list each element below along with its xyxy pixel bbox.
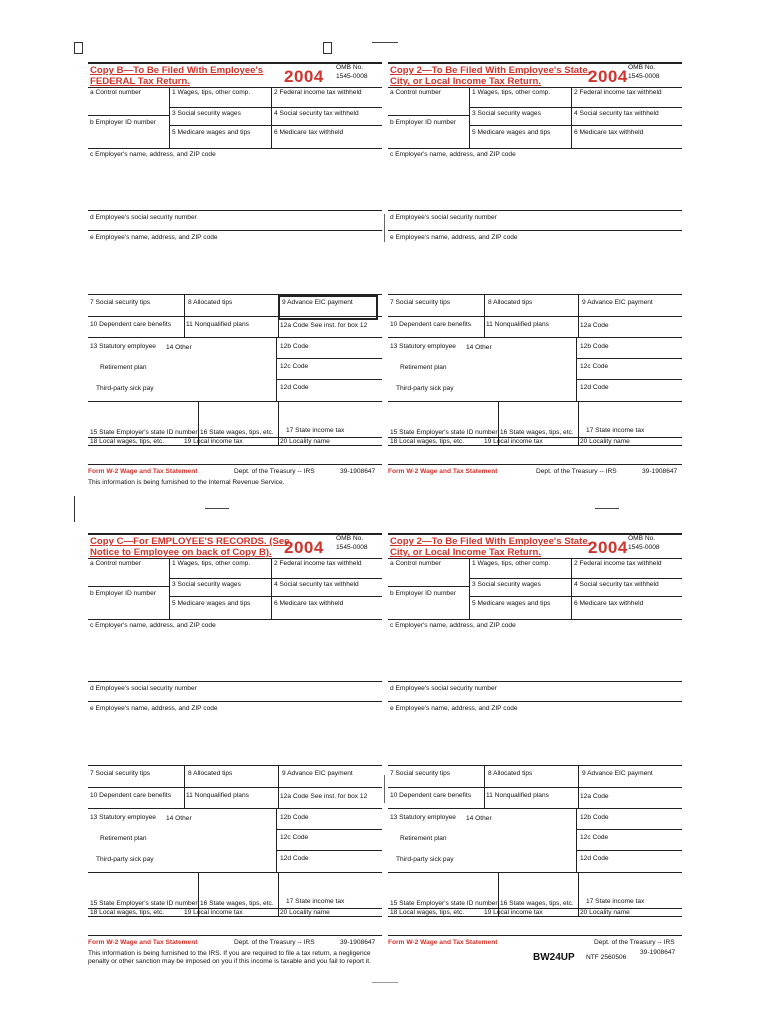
rule-col-12: [576, 337, 577, 401]
label-box4: 4 Social security tax withheld: [274, 581, 359, 588]
form-title-line1: Copy 2—To Be Filed With Employee's State,: [390, 65, 591, 76]
label-d-employee-ssn: d Employee's social security number: [390, 685, 497, 692]
rule-col-2: [571, 558, 572, 620]
label-box1: 1 Wages, tips, other comp.: [472, 560, 551, 567]
rule-e-top: [388, 701, 682, 702]
rule-e-top: [388, 230, 682, 231]
top-cut-mark: [372, 42, 398, 43]
rule-col-2: [271, 558, 272, 620]
rule-d-top: [88, 681, 382, 682]
label-box20: 20 Locality name: [280, 438, 330, 445]
copy-c-irs-note-line1: This information is being furnished to the IRS. If you are required to file a tax return, a negligence: [88, 950, 371, 957]
rule-row-3: [469, 107, 682, 108]
label-box12c: 12c Code: [580, 834, 609, 841]
label-box14: 14 Other: [466, 344, 492, 351]
footer-form-title: Form W-2 Wage and Tax Statement: [88, 939, 198, 946]
rule-d-top: [388, 681, 682, 682]
label-box13: 13 Statutory employee: [390, 343, 456, 350]
label-box4: 4 Social security tax withheld: [274, 110, 359, 117]
footer-code: 39-1908647: [640, 949, 676, 956]
label-c-employer-name: c Employer's name, address, and ZIP code: [90, 151, 216, 158]
rule-col-8: [184, 294, 185, 337]
rule-13-top: [388, 808, 682, 809]
label-box12d: 12d Code: [280, 855, 309, 862]
rule-12c-top: [276, 829, 382, 830]
label-a-control-number: a Control number: [90, 560, 141, 567]
cut-mark-right: [595, 508, 619, 509]
label-box16: 16 State wages, tips, etc.: [200, 429, 274, 436]
label-box12d: 12d Code: [580, 384, 609, 391]
label-box13: 13 Statutory employee: [90, 343, 156, 350]
rule-15-top: [88, 872, 382, 873]
label-box9: 9 Advance EIC payment: [282, 299, 353, 306]
label-box8: 8 Allocated tips: [488, 770, 533, 777]
omb-number: 1545-0008: [628, 73, 660, 80]
rule-col-2: [571, 87, 572, 149]
form-title: [90, 536, 290, 558]
footer-dept: Dept. of the Treasury -- IRS: [234, 468, 315, 475]
rule-d-top: [388, 210, 682, 211]
label-box2: 2 Federal income tax withheld: [274, 560, 362, 567]
label-box19: 19 Local income tax: [184, 909, 243, 916]
label-box15: 15 State Employer's state ID number: [90, 900, 198, 907]
form-title-line2: Notice to Employee on back of Copy B).: [90, 547, 272, 558]
copy-b-irs-note: This information is being furnished to the Internal Revenue Service.: [88, 479, 285, 486]
label-e-employee-name: e Employee's name, address, and ZIP code: [90, 705, 218, 712]
label-box6: 6 Medicare tax withheld: [274, 600, 344, 607]
label-box19: 19 Local income tax: [484, 438, 543, 445]
rule-12d-top: [276, 850, 382, 851]
rule-row-5: [469, 596, 682, 597]
rule-row-5: [169, 125, 382, 126]
omb-number: 1545-0008: [336, 73, 368, 80]
w2-copy-2-bottom: [388, 533, 682, 956]
product-ntf: NTF 2560506: [586, 954, 627, 961]
label-box9: 9 Advance EIC payment: [582, 770, 653, 777]
rule-12d-top: [576, 850, 682, 851]
omb-label: OMB No.: [336, 535, 364, 542]
label-e-employee-name: e Employee's name, address, and ZIP code: [90, 234, 218, 241]
rule-10-top: [88, 787, 382, 788]
form-title-line2: City, or Local Income Tax Return.: [390, 76, 542, 87]
label-box12b: 12b Code: [580, 343, 609, 350]
tax-year: 2004: [588, 538, 628, 557]
label-box16: 16 State wages, tips, etc.: [200, 900, 274, 907]
rule-10-top: [388, 787, 682, 788]
label-box9: 9 Advance EIC payment: [582, 299, 653, 306]
label-box3: 3 Social security wages: [472, 110, 541, 117]
w2-copy-2-top: [388, 62, 682, 482]
label-box12c: 12c Code: [280, 363, 309, 370]
form-title-line2: FEDERAL Tax Return.: [90, 76, 190, 87]
label-box11: 11 Nonqualified plans: [486, 321, 549, 328]
label-box5: 5 Medicare wages and tips: [472, 129, 551, 136]
rule-col-a: [469, 87, 470, 149]
footer-code: 39-1908647: [340, 939, 376, 946]
form-title-line1: Copy C—For EMPLOYEE'S RECORDS. (See: [90, 536, 290, 547]
rule-13-top: [88, 337, 382, 338]
label-box6: 6 Medicare tax withheld: [574, 129, 644, 136]
tax-year: 2004: [284, 67, 324, 86]
label-retirement-plan: Retirement plan: [100, 835, 147, 842]
footer-dept: Dept. of the Treasury -- IRS: [594, 939, 675, 946]
w2-copy-b: [88, 62, 382, 482]
label-box12c: 12c Code: [280, 834, 309, 841]
footer-form-title: Form W-2 Wage and Tax Statement: [88, 468, 198, 475]
label-box18: 18 Local wages, tips, etc.: [390, 438, 465, 445]
label-box12d: 12d Code: [280, 384, 309, 391]
registration-mark-left-icon: [74, 42, 83, 54]
rule-c-top: [88, 148, 382, 149]
label-box17: 17 State income tax: [286, 898, 345, 905]
label-box2: 2 Federal income tax withheld: [574, 560, 662, 567]
rule-10-top: [388, 316, 682, 317]
label-e-employee-name: e Employee's name, address, and ZIP code: [390, 234, 518, 241]
tax-year: 2004: [588, 67, 628, 86]
omb-label: OMB No.: [628, 64, 656, 71]
rule-col-8: [484, 294, 485, 337]
rule-title-bottom: [388, 558, 682, 559]
label-a-control-number: a Control number: [390, 89, 441, 96]
label-box12b: 12b Code: [580, 814, 609, 821]
label-box9: 9 Advance EIC payment: [282, 770, 353, 777]
rule-7-top: [88, 765, 382, 766]
bottom-cut-mark: [372, 982, 398, 983]
rule-footer-top: [88, 935, 382, 936]
label-box10: 10 Dependent care benefits: [90, 321, 172, 328]
cut-mark-left-vertical: [74, 496, 75, 522]
label-c-employer-name: c Employer's name, address, and ZIP code: [90, 622, 216, 629]
label-a-control-number: a Control number: [390, 560, 441, 567]
rule-c-top: [388, 148, 682, 149]
rule-col-12: [276, 808, 277, 872]
rule-col-17: [578, 872, 579, 916]
omb-number: 1545-0008: [628, 544, 660, 551]
rule-12c-top: [276, 358, 382, 359]
label-box11: 11 Nonqualified plans: [486, 792, 549, 799]
rule-col-17: [278, 872, 279, 916]
label-box5: 5 Medicare wages and tips: [172, 600, 251, 607]
label-b-employer-id: b Employer ID number: [390, 119, 456, 126]
rule-col-9: [578, 294, 579, 337]
label-box1: 1 Wages, tips, other comp.: [172, 560, 251, 567]
form-title: [390, 536, 590, 558]
label-box14: 14 Other: [466, 815, 492, 822]
form-title-line2: City, or Local Income Tax Return.: [390, 547, 542, 558]
label-box4: 4 Social security tax withheld: [574, 581, 659, 588]
omb-label: OMB No.: [336, 64, 364, 71]
rule-col-2: [271, 87, 272, 149]
label-d-employee-ssn: d Employee's social security number: [90, 685, 197, 692]
rule-15-top: [388, 872, 682, 873]
label-box14: 14 Other: [166, 815, 192, 822]
label-box10: 10 Dependent care benefits: [390, 792, 472, 799]
rule-title-bottom: [88, 87, 382, 88]
rule-col-8: [184, 765, 185, 808]
label-box1: 1 Wages, tips, other comp.: [472, 89, 551, 96]
form-title-line1: Copy B—To Be Filed With Employee's: [90, 65, 264, 76]
label-box15: 15 State Employer's state ID number: [390, 900, 498, 907]
label-box11: 11 Nonqualified plans: [186, 321, 249, 328]
rule-col-17: [578, 401, 579, 445]
label-box12c: 12c Code: [580, 363, 609, 370]
label-box12a: 12a Code See inst. for box 12: [280, 793, 368, 800]
label-box7: 7 Social security tips: [390, 299, 451, 306]
label-box3: 3 Social security wages: [172, 110, 241, 117]
rule-15-top: [388, 401, 682, 402]
rule-col-a: [169, 87, 170, 149]
label-box19: 19 Local income tax: [184, 438, 243, 445]
label-box12d: 12d Code: [580, 855, 609, 862]
copy-c-irs-note-line2: penalty or other sanction may be imposed on you if this income is taxable and you fail to report it.: [88, 958, 371, 965]
label-retirement-plan: Retirement plan: [400, 835, 447, 842]
label-box3: 3 Social security wages: [472, 581, 541, 588]
rule-c-top: [388, 619, 682, 620]
label-d-employee-ssn: d Employee's social security number: [90, 214, 197, 221]
label-box12a: 12a Code: [580, 793, 609, 800]
footer-form-title: Form W-2 Wage and Tax Statement: [388, 939, 498, 946]
footer-dept: Dept. of the Treasury -- IRS: [234, 939, 315, 946]
label-box7: 7 Social security tips: [90, 770, 151, 777]
rule-col-17: [278, 401, 279, 445]
label-box20: 20 Locality name: [280, 909, 330, 916]
rule-7-top: [388, 294, 682, 295]
label-third-party-sick-pay: Third-party sick pay: [96, 856, 154, 863]
label-b-employer-id: b Employer ID number: [90, 119, 156, 126]
label-retirement-plan: Retirement plan: [400, 364, 447, 371]
label-box3: 3 Social security wages: [172, 581, 241, 588]
label-box15: 15 State Employer's state ID number: [90, 429, 198, 436]
label-box19: 19 Local income tax: [484, 909, 543, 916]
cut-mark-center-bottom: [384, 775, 385, 803]
rule-d-top: [88, 210, 382, 211]
label-third-party-sick-pay: Third-party sick pay: [96, 385, 154, 392]
label-c-employer-name: c Employer's name, address, and ZIP code: [390, 151, 516, 158]
label-box12b: 12b Code: [280, 814, 309, 821]
rule-row-5: [469, 125, 682, 126]
label-box14: 14 Other: [166, 344, 192, 351]
footer-form-title: Form W-2 Wage and Tax Statement: [388, 468, 498, 475]
label-box12a: 12a Code See inst. for box 12: [280, 322, 368, 329]
rule-13-top: [88, 808, 382, 809]
label-e-employee-name: e Employee's name, address, and ZIP code: [390, 705, 518, 712]
label-box4: 4 Social security tax withheld: [574, 110, 659, 117]
rule-13-top: [388, 337, 682, 338]
rule-footer-top: [388, 464, 682, 465]
registration-mark-right-icon: [323, 42, 332, 54]
label-third-party-sick-pay: Third-party sick pay: [396, 856, 454, 863]
rule-row-3: [469, 578, 682, 579]
omb-label: OMB No.: [628, 535, 656, 542]
label-box13: 13 Statutory employee: [90, 814, 156, 821]
omb-number: 1545-0008: [336, 544, 368, 551]
rule-12c-top: [576, 829, 682, 830]
rule-15-top: [88, 401, 382, 402]
footer-dept: Dept. of the Treasury -- IRS: [536, 468, 617, 475]
label-retirement-plan: Retirement plan: [100, 364, 147, 371]
rule-12d-top: [576, 379, 682, 380]
form-title-line1: Copy 2—To Be Filed With Employee's State,: [390, 536, 591, 547]
form-title: [90, 65, 263, 87]
label-box17: 17 State income tax: [286, 427, 345, 434]
label-c-employer-name: c Employer's name, address, and ZIP code: [390, 622, 516, 629]
footer-code: 39-1908647: [642, 468, 678, 475]
rule-e-top: [88, 230, 382, 231]
label-box10: 10 Dependent care benefits: [390, 321, 472, 328]
label-box18: 18 Local wages, tips, etc.: [390, 909, 465, 916]
tax-year: 2004: [284, 538, 324, 557]
product-code: BW24UP: [533, 952, 575, 963]
rule-7-top: [388, 765, 682, 766]
rule-row-3: [169, 107, 382, 108]
cut-mark-middle: [205, 508, 229, 509]
rule-col-12: [576, 808, 577, 872]
w2-copy-c: [88, 533, 382, 953]
rule-col-9: [278, 765, 279, 808]
rule-row-5: [169, 596, 382, 597]
rule-col-12: [276, 337, 277, 401]
rule-col-9: [578, 765, 579, 808]
rule-c-top: [88, 619, 382, 620]
label-box20: 20 Locality name: [580, 909, 630, 916]
rule-col-a: [469, 558, 470, 620]
rule-b: [388, 586, 469, 587]
rule-footer-top: [388, 935, 682, 936]
label-box7: 7 Social security tips: [90, 299, 151, 306]
label-box17: 17 State income tax: [586, 898, 645, 905]
label-box2: 2 Federal income tax withheld: [574, 89, 662, 96]
form-title: [390, 65, 590, 87]
rule-footer-top: [88, 464, 382, 465]
rule-title-bottom: [388, 87, 682, 88]
label-box20: 20 Locality name: [580, 438, 630, 445]
rule-e-top: [88, 701, 382, 702]
label-a-control-number: a Control number: [90, 89, 141, 96]
rule-title-bottom: [88, 558, 382, 559]
rule-12d-top: [276, 379, 382, 380]
label-box17: 17 State income tax: [586, 427, 645, 434]
rule-b: [88, 586, 169, 587]
rule-col-8: [484, 765, 485, 808]
label-box10: 10 Dependent care benefits: [90, 792, 172, 799]
label-box15: 15 State Employer's state ID number: [390, 429, 498, 436]
label-box8: 8 Allocated tips: [488, 299, 533, 306]
label-box16: 16 State wages, tips, etc.: [500, 429, 574, 436]
label-box13: 13 Statutory employee: [390, 814, 456, 821]
label-box18: 18 Local wages, tips, etc.: [90, 909, 165, 916]
label-box5: 5 Medicare wages and tips: [172, 129, 251, 136]
rule-col-a: [169, 558, 170, 620]
label-box12b: 12b Code: [280, 343, 309, 350]
label-box1: 1 Wages, tips, other comp.: [172, 89, 251, 96]
label-box5: 5 Medicare wages and tips: [472, 600, 551, 607]
footer-code: 39-1908647: [340, 468, 376, 475]
rule-b: [88, 115, 169, 116]
label-box8: 8 Allocated tips: [188, 299, 233, 306]
label-box12a: 12a Code: [580, 322, 609, 329]
cut-mark-center-top: [384, 214, 385, 242]
label-box7: 7 Social security tips: [390, 770, 451, 777]
label-d-employee-ssn: d Employee's social security number: [390, 214, 497, 221]
label-b-employer-id: b Employer ID number: [90, 590, 156, 597]
label-box8: 8 Allocated tips: [188, 770, 233, 777]
rule-b: [388, 115, 469, 116]
label-third-party-sick-pay: Third-party sick pay: [396, 385, 454, 392]
label-box18: 18 Local wages, tips, etc.: [90, 438, 165, 445]
label-box6: 6 Medicare tax withheld: [574, 600, 644, 607]
label-b-employer-id: b Employer ID number: [390, 590, 456, 597]
label-box16: 16 State wages, tips, etc.: [500, 900, 574, 907]
label-box2: 2 Federal income tax withheld: [274, 89, 362, 96]
rule-row-3: [169, 578, 382, 579]
rule-12c-top: [576, 358, 682, 359]
label-box11: 11 Nonqualified plans: [186, 792, 249, 799]
label-box6: 6 Medicare tax withheld: [274, 129, 344, 136]
